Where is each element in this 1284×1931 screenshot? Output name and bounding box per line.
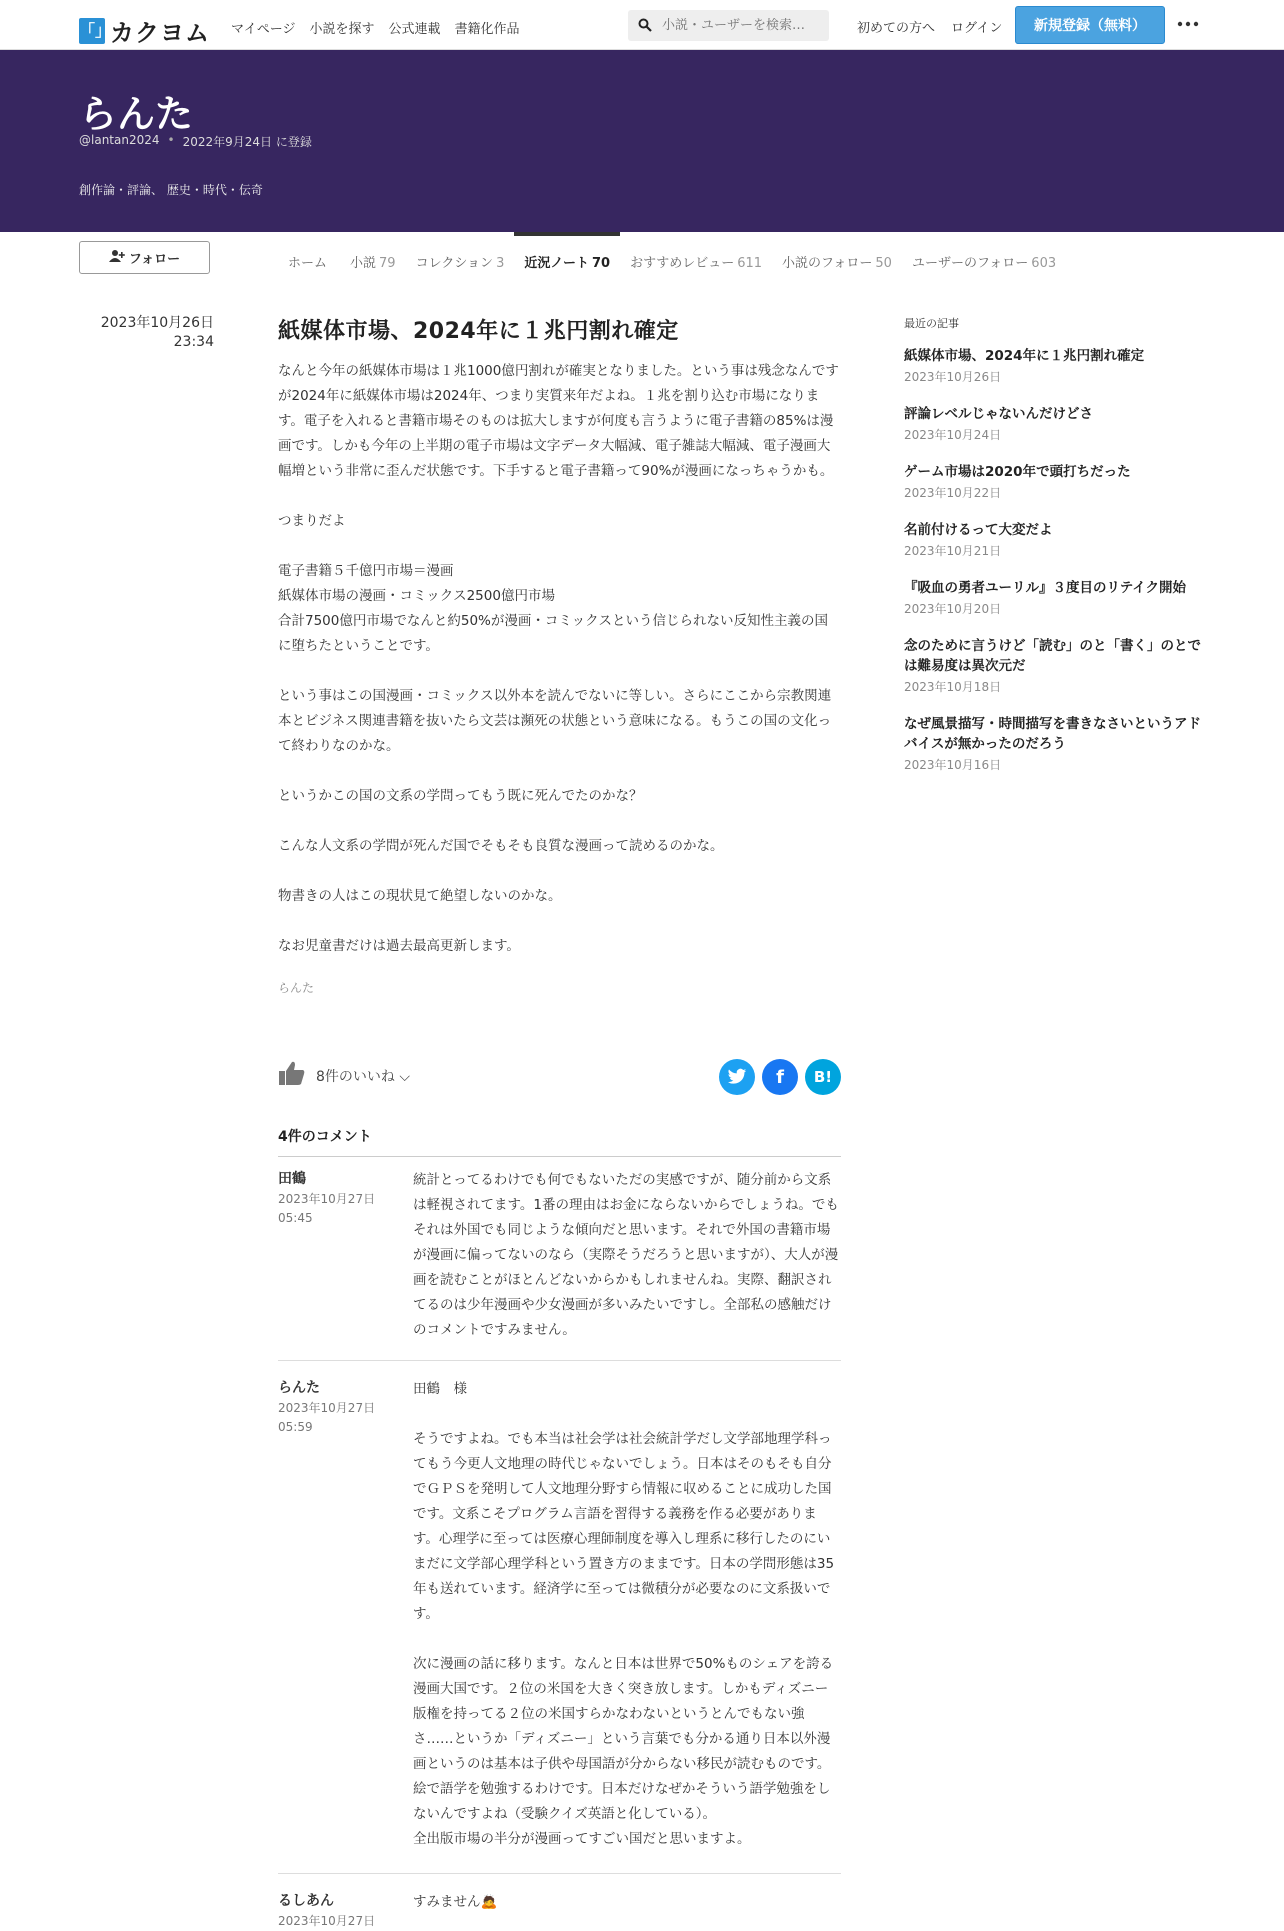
- search-icon[interactable]: [638, 18, 654, 34]
- facebook-share-icon[interactable]: f: [762, 1059, 798, 1095]
- profile-meta: [79, 133, 312, 150]
- hatena-bookmark-icon[interactable]: B!: [805, 1059, 841, 1095]
- logo-mark: 「」: [79, 18, 105, 44]
- profile-genres: 創作論・評論、 歴史・時代・伝奇: [79, 183, 263, 197]
- nav-my-page[interactable]: マイページ: [231, 22, 296, 37]
- first-time-link[interactable]: 初めての方へ: [857, 21, 936, 36]
- top-bar: [0, 0, 1284, 50]
- twitter-share-icon[interactable]: [719, 1059, 755, 1095]
- comment-date: 2023年10月27日 05:59: [278, 1401, 376, 1434]
- recent-article-item[interactable]: 名前付けるって大変だよ 2023年10月21日: [904, 522, 1053, 558]
- thumbs-up-icon[interactable]: [278, 1059, 306, 1087]
- comment-body: すみません🙇: [413, 1894, 498, 1910]
- follow-label: フォロー: [128, 252, 181, 267]
- post-paragraph: なんと今年の紙媒体市場は１兆1000億円割れが確実となりました。という事は残念なんですが2024年に紙媒体市場は2024年、つまり実質来年だよね。１兆を割り込む市場になります。電子を入れると書籍市場そのものは拡大しますが何度も言うように電子書籍の85%は漫画です。しかも今年の上半期の電子市場は文字データ大幅減、電子雑誌大幅減、電子漫画大幅増という非常に歪んだ状態です。下手すると電子書籍って90%が漫画になっちゃうかも。: [278, 363, 839, 479]
- profile-name: らんた: [79, 92, 194, 136]
- post-article: [278, 314, 841, 996]
- tab-home[interactable]: ホーム: [288, 256, 328, 271]
- tab-novels[interactable]: 小説 79: [350, 256, 396, 271]
- recent-article-item[interactable]: 『吸血の勇者ユーリル』３度目のリテイク開始 2023年10月20日: [904, 580, 1187, 616]
- profile-tabs: [278, 232, 1066, 286]
- logo-text: カクヨム: [110, 19, 210, 47]
- likes-row: [278, 1056, 841, 1094]
- logo[interactable]: [79, 13, 210, 48]
- nav-find-novels[interactable]: 小説を探す: [309, 22, 375, 37]
- recent-article-item[interactable]: ゲーム市場は2020年で頭打ちだった 2023年10月22日: [904, 464, 1131, 500]
- nav-published-works[interactable]: 書籍化作品: [454, 22, 520, 37]
- post-title: 紙媒体市場、2024年に１兆円割れ確定: [278, 319, 679, 344]
- post-paragraph: つまりだよ: [278, 513, 346, 529]
- comment-body: 統計とってるわけでも何でもないただの実感ですが、随分前から文系は軽視されてます。1番の理由はお金にならないからでしょうね。でもそれは外国でも同じような傾向だと思います。それで外国の書籍市場が漫画に偏ってないのなら（実際そうだろうと思いますが）、大人が漫画を読むことがほとんどないからかもしれませんね。実際、翻訳されてるのは少年漫画や少女漫画が多いみたいですし。全部私の感触だけのコメントですみません。: [413, 1172, 839, 1338]
- tab-collections[interactable]: コレクション 3: [415, 256, 505, 271]
- likes-count-toggle[interactable]: 8件のいいね ⌵: [316, 1069, 410, 1085]
- comment-date: 2023年10月27日 05:45: [278, 1192, 376, 1225]
- tab-recommended-reviews[interactable]: おすすめレビュー 611: [630, 256, 763, 271]
- recent-article-item[interactable]: 評論レベルじゃないんだけどさ 2023年10月24日: [904, 406, 1093, 442]
- post-date-time: 23:34: [173, 334, 214, 350]
- comment-item: [278, 1377, 841, 1874]
- sidebar-title: 最近の記事: [904, 317, 959, 330]
- recent-article-item[interactable]: 紙媒体市場、2024年に１兆円割れ確定 2023年10月26日: [904, 348, 1145, 384]
- post-paragraph: 物書きの人はこの現状見て絶望しないのかな。: [278, 888, 562, 904]
- comment-date: 2023年10月27日: [278, 1914, 376, 1928]
- add-user-icon: [109, 249, 125, 267]
- profile-handle: @lantan2024: [79, 133, 160, 147]
- comment-author[interactable]: 田鶴: [278, 1171, 306, 1187]
- separator-dot: •: [167, 133, 175, 147]
- nav-official-serials[interactable]: 公式連載: [388, 22, 441, 37]
- tab-news-notes[interactable]: 近況ノート 70: [514, 232, 620, 286]
- comment-body: 田鶴 様 そうですよね。でも本当は社会学は社会統計学だし文学部地理学科ってもう今更人文地理の時代じゃないでしょう。日本はそのもそも自分でＧＰＳを発明して人文地理分野すら情報に収めることに成功した国です。文系こそプログラム言語を習得する義務を作る必要があります。心理学に至っては医療心理師制度を導入し理系に移行したのにいまだに文学部心理学科という置き方のままです。日本の学問形態は35年も送れています。経済学に至っては微積分が必要なのに文系扱いです。 次に漫画の話に移ります。なんと日本は世界で50%ものシェアを誇る漫画大国です。２位の米国を大きく突き放します。しかもディズニー版権を持ってる２位の米国すらかなわないというとんでもない強さ……というか「ディズニー」という言葉でも分かる通り日本以外漫画というのは基本は子供や母国語が分からない移民が読むものです。絵で語学を勉強するわけです。日本だけなぜかそういう語学勉強をしないんですよね（受験クイズ英語と化している）。 全出版市場の半分が漫画ってすごい国だと思いますよ。: [413, 1381, 835, 1847]
- recent-article-item[interactable]: 念のために言うけど「読む」のと「書く」のとでは難易度は異次元だ 2023年10月18日: [904, 638, 1201, 694]
- login-link[interactable]: ログイン: [951, 21, 1003, 36]
- recent-articles-sidebar: [904, 315, 1204, 792]
- comment-author[interactable]: るしあん: [278, 1893, 334, 1909]
- comment-item: [278, 1890, 841, 1931]
- comment-author[interactable]: らんた: [278, 1380, 320, 1396]
- post-author[interactable]: らんた: [278, 981, 315, 995]
- post-date-day: 2023年10月26日: [100, 315, 214, 331]
- comments-title: 4件のコメント: [278, 1126, 841, 1157]
- post-paragraph: こんな人文系の学問が死んだ国でそもそも良質な漫画って読めるのかな。: [278, 838, 724, 854]
- tab-user-follows[interactable]: ユーザーのフォロー 603: [911, 256, 1057, 271]
- post-paragraph: 電子書籍５千億円市場＝漫画 紙媒体市場の漫画・コミックス2500億円市場 合計7500億円市場でなんと約50%が漫画・コミックスという信じられない反知性主義の国に堕ちたということです。: [278, 563, 828, 654]
- comment-item: [278, 1168, 841, 1361]
- profile-banner: [0, 50, 1284, 232]
- post-paragraph: という事はこの国漫画・コミックス以外本を読んでないに等しい。さらにここから宗教関連本とビジネス関連書籍を抜いたら文芸は瀕死の状態という意味になる。もうこの国の文化って終わりなのかな。: [278, 688, 832, 754]
- search-box[interactable]: [628, 10, 829, 41]
- top-right-links: [857, 17, 1002, 36]
- more-menu-icon[interactable]: [1177, 13, 1199, 41]
- post-date: [80, 314, 214, 352]
- main-nav: [231, 18, 520, 37]
- post-paragraph: というかこの国の文系の学問ってもう既に死んでたのかな？: [278, 788, 643, 804]
- chevron-down-icon: ⌵: [394, 1069, 410, 1085]
- recent-article-item[interactable]: なぜ風景描写・時間描写を書きなさいというアドバイスが無かったのだろう 2023年10月16日: [904, 716, 1201, 772]
- search-input[interactable]: [662, 18, 822, 33]
- profile-registered: 2022年9月24日 に登録: [182, 135, 312, 149]
- post-paragraph: なお児童書だけは過去最高更新します。: [278, 938, 520, 954]
- post-body: [278, 359, 841, 959]
- tab-novel-follows[interactable]: 小説のフォロー 50: [782, 256, 892, 271]
- follow-button[interactable]: [79, 241, 210, 274]
- register-button[interactable]: 新規登録（無料）: [1015, 6, 1165, 44]
